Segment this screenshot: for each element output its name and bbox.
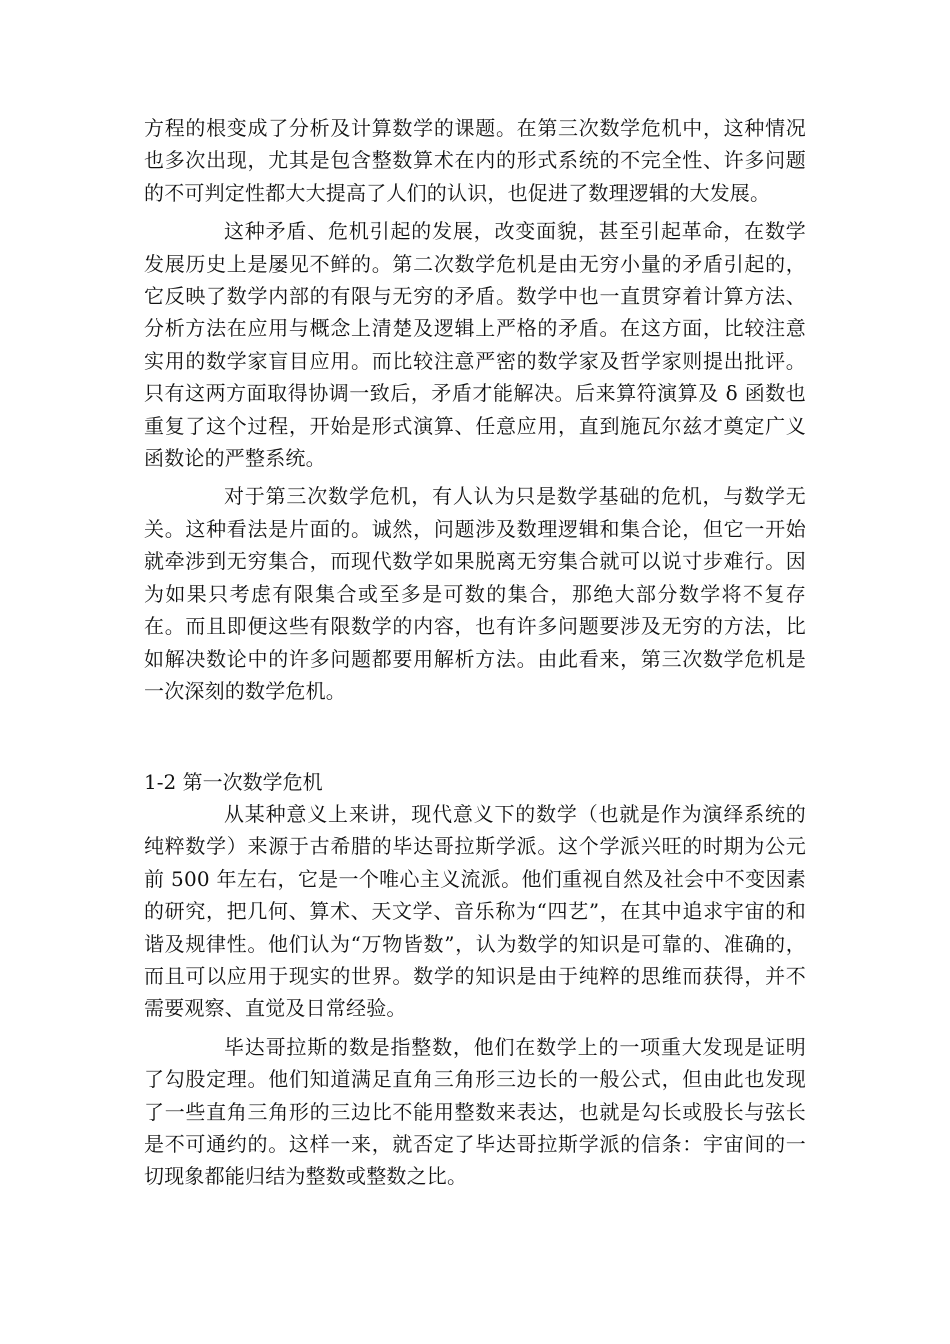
section-heading: 1-2 第一次数学危机 bbox=[144, 770, 323, 794]
text-block-upper bbox=[144, 112, 806, 707]
paragraph-third-crisis: 对于第三次数学危机，有人认为只是数学基础的危机，与数学无关。这种看法是片面的。诚然，问题涉及数理逻辑和集合论，但它一开始就牵涉到无穷集合，而现代数学如果脱离无穷集合就可以说寸步难行。因为如果只考虑有限集合或至多是可数的集合，那绝大部分数学将不复存在。而且即便这些有限数学的内容，也有许多问题要涉及无穷的方法，比如解决数论中的许多问题都要用解析方法。由此看来，第三次数学危机是一次深刻的数学危机。 bbox=[144, 484, 806, 703]
text-block-lower bbox=[144, 766, 806, 1193]
paragraph-continuation: 方程的根变成了分析及计算数学的课题。在第三次数学危机中，这种情况也多次出现，尤其是包含整数算术在内的形式系统的不完全性、许多问题的不可判定性都大大提高了人们的认识，也促进了数理逻辑的大发展。 bbox=[144, 116, 806, 205]
paragraph-contradiction-crisis: 这种矛盾、危机引起的发展，改变面貌，甚至引起革命，在数学发展历史上是屡见不鲜的。第二次数学危机是由无穷小量的矛盾引起的，它反映了数学内部的有限与无穷的矛盾。数学中也一直贯穿着计算方法、分析方法在应用与概念上清楚及逻辑上严格的矛盾。在这方面，比较注意实用的数学家盲目应用。而比较注意严密的数学家及哲学家则提出批评。只有这两方面取得协调一致后，矛盾才能解决。后来算符演算及 δ 函数也重复了这个过程，开始是形式演算、任意应用，直到施瓦尔兹才奠定广义函数论的严整系统。 bbox=[144, 219, 806, 471]
paragraph-pythagorean-number: 毕达哥拉斯的数是指整数，他们在数学上的一项重大发现是证明了勾股定理。他们知道满足直角三角形三边长的一般公式，但由此也发现了一些直角三角形的三边比不能用整数来表达，也就是勾长或股长与弦长是不可通约的。这样一来，就否定了毕达哥拉斯学派的信条：宇宙间的一切现象都能归结为整数或整数之比。 bbox=[144, 1034, 806, 1189]
paragraph-pythagorean-school: 从某种意义上来讲，现代意义下的数学（也就是作为演绎系统的纯粹数学）来源于古希腊的毕达哥拉斯学派。这个学派兴旺的时期为公元前 500 年左右，它是一个唯心主义流派。他们重视自然及社会中不变因素的研究，把几何、算术、天文学、音乐称为“四艺”，在其中追求宇宙的和谐及规律性。他们认为“万物皆数”，认为数学的知识是可靠的、准确的，而且可以应用于现实的世界。数学的知识是由于纯粹的思维而获得，并不需要观察、直觉及日常经验。 bbox=[144, 802, 806, 1021]
